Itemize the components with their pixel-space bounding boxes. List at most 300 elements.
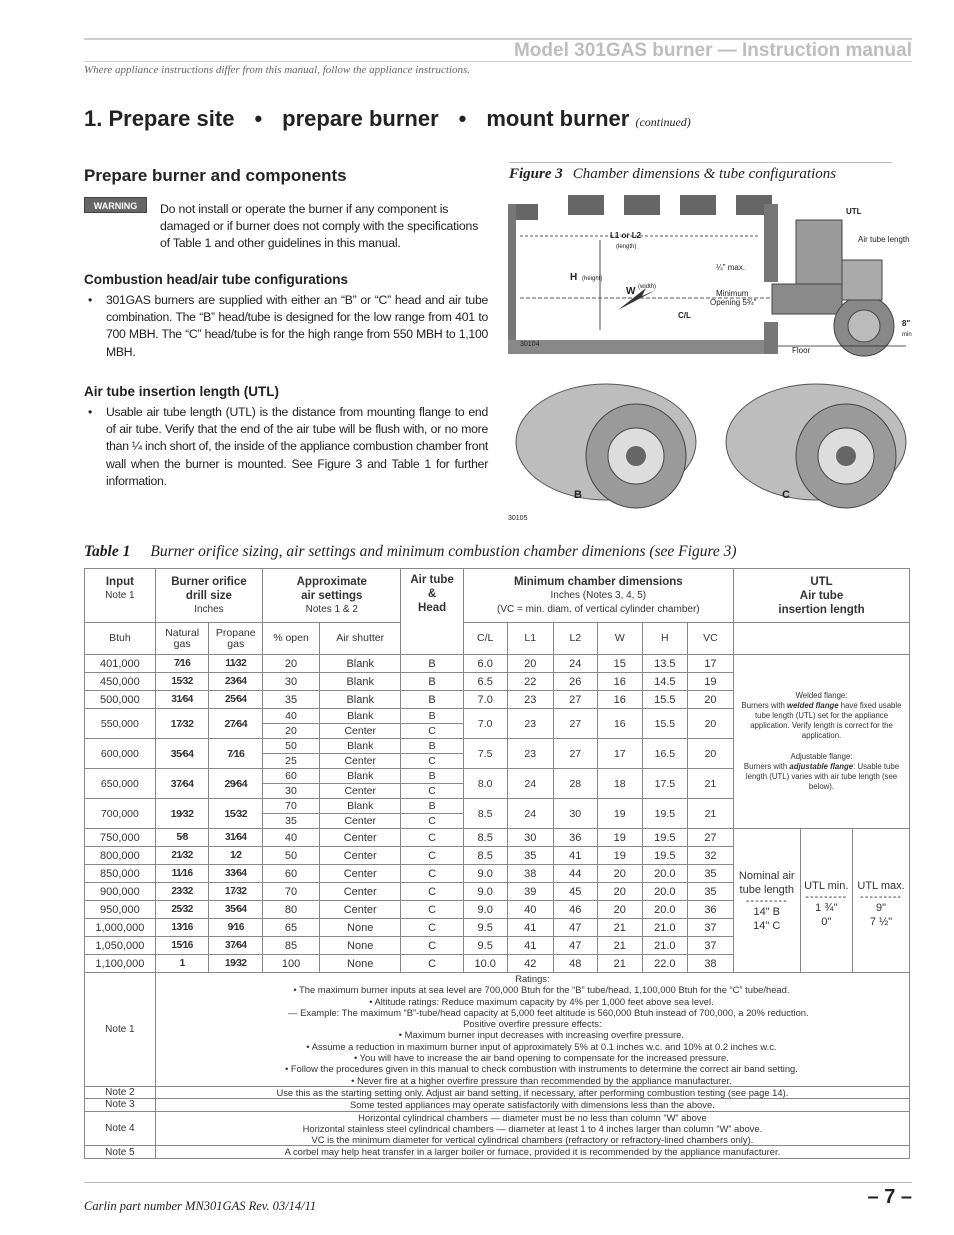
natural-gas-orifice-cell: 35⁄64 [155,739,209,769]
natural-gas-orifice-cell: 19⁄32 [155,799,209,829]
air-shutter-cell: Blank [319,739,401,754]
cl-cell: 9.0 [463,865,507,883]
vc-cell: 20 [687,709,733,739]
burner-motor-icon [848,310,880,342]
natural-gas-orifice-cell: 25⁄32 [155,901,209,919]
l1-cell: 38 [507,865,553,883]
airtube-head-cell: C [401,847,463,865]
airtube-head-cell: C [401,919,463,937]
pct-open-cell: 30 [263,673,320,691]
input-btuh-cell: 450,000 [85,673,156,691]
w-cell: 16 [597,709,642,739]
air-shutter-cell: Blank [319,799,401,814]
table-header-row [85,569,910,623]
section-title-part3: mount burner [486,106,630,131]
head-b-label: B [574,489,582,501]
cl-cell: 7.0 [463,691,507,709]
head-c-illustration [726,384,906,508]
pct-open-cell: 25 [263,754,320,769]
h-cell: 22.0 [642,955,687,973]
pct-open-cell: 30 [263,784,320,799]
cl-label: C/L [678,311,691,320]
vc-cell: 36 [687,901,733,919]
propane-orifice-cell: 37⁄64 [209,937,263,955]
h-cell: 20.0 [642,865,687,883]
l2-cell: 41 [553,847,597,865]
w-cell: 21 [597,919,642,937]
refractory-block [624,195,660,215]
input-btuh-cell: 600,000 [85,739,156,769]
note-line: • The maximum burner inputs at sea level are 700,000 Btuh for the “B” tube/head, 1,100,000 Btuh for the “C” tube/head. [293,984,790,996]
natural-gas-orifice-cell: 23⁄32 [155,883,209,901]
h-cell: 15.5 [642,691,687,709]
input-btuh-cell: 650,000 [85,769,156,799]
input-header: Input Note 1 [85,569,156,623]
airtube-head-cell: B [401,673,463,691]
nominal-air-tube-length-cell: Nominal air tube length --------- 14" B 14" C [734,829,801,973]
cl-cell: 7.5 [463,739,507,769]
h-cell: 13.5 [642,655,687,673]
airtube-head-cell: C [401,829,463,847]
cl-cell: 8.5 [463,829,507,847]
table-subheader-row [85,623,910,655]
note-text [155,1111,909,1146]
h-cell: 15.5 [642,709,687,739]
vc-cell: 19 [687,673,733,691]
continued-label: (continued) [635,115,691,129]
w-cell: 15 [597,655,642,673]
l1-cell: 40 [507,901,553,919]
note-text [155,1086,909,1098]
pct-open-cell: 85 [263,937,320,955]
airtube-head-cell: C [401,883,463,901]
airtube-head-cell: C [401,754,463,769]
chamber-floor [508,340,778,354]
l1l2-label: L1 or L2 [610,231,642,240]
h-cell: 19.5 [642,847,687,865]
propane-orifice-cell: 1⁄2 [209,847,263,865]
vc-cell: 38 [687,955,733,973]
head-c-label: C [782,489,790,501]
note-line: Some tested appliances may operate satisfactorily with dimensions less than the above. [350,1099,715,1111]
natural-gas-orifice-cell: 11⁄16 [155,865,209,883]
h-cell: 19.5 [642,799,687,829]
l2-cell: 47 [553,919,597,937]
cl-cell: 8.5 [463,799,507,829]
utl-subheader-blank [734,623,910,655]
note-line: Ratings: [515,973,550,984]
manual-title: Model 301GAS burner — Instruction manual [513,40,912,61]
figure-caption [509,166,836,183]
l2-cell: 27 [553,691,597,709]
h-cell: 19.5 [642,829,687,847]
vc-cell: 32 [687,847,733,865]
cl-cell: 9.5 [463,937,507,955]
airtube-head-cell: C [401,814,463,829]
propane-orifice-cell: 25⁄64 [209,691,263,709]
l1-cell: 41 [507,937,553,955]
chamber-front-wall [764,204,778,354]
airtube-head-cell: C [401,901,463,919]
propane-orifice-cell: 17⁄32 [209,883,263,901]
vc-header: VC [687,623,733,655]
vc-cell: 17 [687,655,733,673]
vc-cell: 20 [687,739,733,769]
l2-cell: 48 [553,955,597,973]
cl-cell: 6.5 [463,673,507,691]
vc-cell: 37 [687,937,733,955]
airtube-head-cell: B [401,769,463,784]
airtube-head-cell: C [401,784,463,799]
w-cell: 20 [597,883,642,901]
l2-cell: 27 [553,739,597,769]
propane-orifice-cell: 7⁄16 [209,739,263,769]
air-shutter-cell: Center [319,754,401,769]
air-settings-header: Approximate air settings Notes 1 & 2 [263,569,401,623]
l1-header: L1 [507,623,553,655]
cl-cell: 9.5 [463,919,507,937]
welded-flange-title: Welded flange: [795,691,848,701]
air-shutter-cell: Center [319,847,401,865]
utl-label: UTL [846,207,862,216]
h-header: H [642,623,687,655]
note-line: • Never fire at a higher overfire pressure than recommended by the appliance manufacturer. [351,1074,732,1086]
pct-open-cell: 70 [263,799,320,814]
note-text [155,1146,909,1158]
propane-orifice-cell: 31⁄64 [209,829,263,847]
w-cell: 21 [597,955,642,973]
combustion-heading: Combustion head/air tube configurations [84,272,349,287]
h-cell: 14.5 [642,673,687,691]
table-row [85,829,910,847]
min-chamber-header: Minimum chamber dimensions Inches (Notes 3, 4, 5) (VC = min. diam. of vertical cylinder chamber) [463,569,733,623]
l2-cell: 26 [553,673,597,691]
cl-cell: 8.5 [463,847,507,865]
part-number: Carlin part number MN301GAS Rev. 03/14/11 [84,1199,317,1213]
air-shutter-cell: Blank [319,769,401,784]
appliance-note: Where appliance instructions differ from this manual, follow the appliance instructions. [84,64,470,76]
burner-air-tube [772,284,842,314]
propane-gas-header: Propane gas [209,623,263,655]
l1-cell: 41 [507,919,553,937]
natural-gas-orifice-cell: 1 [155,955,209,973]
cl-cell: 7.0 [463,709,507,739]
head-b-illustration [516,384,696,508]
airtube-head-cell: B [401,709,463,724]
l1-cell: 23 [507,739,553,769]
input-btuh-cell: 1,050,000 [85,937,156,955]
l2-cell: 44 [553,865,597,883]
natural-gas-orifice-cell: 37⁄64 [155,769,209,799]
table-body [85,655,910,1159]
w-label: W [626,286,636,297]
natural-gas-orifice-cell: 5⁄8 [155,829,209,847]
natural-gas-header: Natural gas [155,623,209,655]
pct-open-cell: 20 [263,655,320,673]
l1-cell: 22 [507,673,553,691]
h-cell: 20.0 [642,901,687,919]
figure-code-2: 30105 [508,515,528,522]
table-caption [84,543,737,561]
chamber-diagram [506,190,916,360]
pct-open-cell: 80 [263,901,320,919]
input-btuh-cell: 550,000 [85,709,156,739]
note-line: VC is the minimum diameter for vertical cylindrical chambers (refractory or refractory-lined chambers only). [311,1134,754,1146]
w-cell: 16 [597,673,642,691]
refractory-block [680,195,716,215]
bullet-separator: • [458,106,467,131]
w-cell: 20 [597,865,642,883]
btuh-header: Btuh [85,623,156,655]
pct-open-header: % open [263,623,320,655]
note-label: Note 4 [85,1111,156,1146]
l2-cell: 28 [553,769,597,799]
w-header: W [597,623,642,655]
figure-code-1: 30104 [520,341,540,348]
adjustable-flange-text: Burners with adjustable flange: Usable tube length (UTL) varies with air tube length (see below). [743,762,900,791]
pct-open-cell: 50 [263,847,320,865]
air-shutter-cell: Blank [319,691,401,709]
input-btuh-cell: 850,000 [85,865,156,883]
natural-gas-orifice-cell: 13⁄16 [155,919,209,937]
adjustable-flange-title: Adjustable flange: [790,752,853,762]
w-cell: 19 [597,829,642,847]
air-shutter-cell: Blank [319,709,401,724]
air-shutter-cell: None [319,937,401,955]
input-btuh-cell: 750,000 [85,829,156,847]
propane-orifice-cell: 29⁄64 [209,769,263,799]
pct-open-cell: 40 [263,829,320,847]
l2-cell: 46 [553,901,597,919]
min-label: min [902,332,912,338]
airtube-head-cell: C [401,937,463,955]
prepare-heading: Prepare burner and components [84,166,347,185]
vc-cell: 20 [687,691,733,709]
pct-open-cell: 35 [263,814,320,829]
note-text [155,1099,909,1111]
airtube-head-cell: C [401,724,463,739]
airtube-head-cell: B [401,739,463,754]
note-3-row [85,1099,910,1111]
input-btuh-cell: 800,000 [85,847,156,865]
airtube-bullet [84,404,488,490]
note-text [155,973,909,1087]
natural-gas-orifice-cell: 15⁄16 [155,937,209,955]
utl-header: UTL Air tube insertion length [734,569,910,623]
length-sub-label: (length) [616,244,637,250]
l2-cell: 24 [553,655,597,673]
floor-label: Floor [792,346,811,355]
width-sub-label: (width) [638,284,657,290]
air-shutter-header: Air shutter [319,623,401,655]
air-shutter-cell: Blank [319,655,401,673]
pct-open-cell: 70 [263,883,320,901]
propane-orifice-cell: 15⁄32 [209,799,263,829]
l1-cell: 35 [507,847,553,865]
air-tube-length-label: Air tube length [858,235,910,244]
propane-orifice-cell: 27⁄64 [209,709,263,739]
l1-cell: 23 [507,691,553,709]
cl-cell: 6.0 [463,655,507,673]
natural-gas-orifice-cell: 21⁄32 [155,847,209,865]
width-arrow-icon [618,288,656,310]
propane-orifice-cell: 11⁄32 [209,655,263,673]
w-cell: 17 [597,739,642,769]
propane-orifice-cell: 19⁄32 [209,955,263,973]
note-label: Note 3 [85,1099,156,1111]
input-btuh-cell: 950,000 [85,901,156,919]
figure-rule [509,162,892,163]
l1-cell: 23 [507,709,553,739]
air-shutter-cell: None [319,919,401,937]
min-opening-label-1: Minimum [716,289,749,298]
air-shutter-cell: Center [319,865,401,883]
refractory-block [568,195,604,215]
note-line: • Altitude ratings: Reduce maximum capacity by 4% per 1,000 feet above sea level. [369,995,714,1007]
l1-cell: 30 [507,829,553,847]
airtube-head-cell: B [401,691,463,709]
orifice-header: Burner orifice drill size Inches [155,569,262,623]
pct-open-cell: 60 [263,865,320,883]
vc-cell: 37 [687,919,733,937]
vc-cell: 35 [687,865,733,883]
figure-number: Figure 3 [509,166,563,182]
page-number: – 7 – [867,1186,912,1208]
input-btuh-cell: 1,100,000 [85,955,156,973]
cl-cell: 8.0 [463,769,507,799]
note-label: Note 2 [85,1086,156,1098]
note-4-row [85,1111,910,1146]
burner-gas-train [842,260,882,300]
note-line: • Follow the procedures given in this manual to check combustion with instruments to determine the correct air band setting. [284,1063,798,1075]
cl-cell: 10.0 [463,955,507,973]
pct-open-cell: 50 [263,739,320,754]
pct-open-cell: 65 [263,919,320,937]
l2-cell: 30 [553,799,597,829]
input-btuh-cell: 900,000 [85,883,156,901]
airtube-head-cell: B [401,655,463,673]
airtube-head-cell: C [401,865,463,883]
pct-open-cell: 20 [263,724,320,739]
vc-cell: 35 [687,883,733,901]
pct-open-cell: 35 [263,691,320,709]
h-label: H [570,272,578,283]
combustion-text: 301GAS burners are supplied with either an “B” or “C” head and air tube combination. The “B” head/tube is designed for the low range from 401 to 700 MBH. The “C” head/tube is for the high range from 550 MBH to 1,100 MBH. [106,293,488,359]
note-2-row [85,1086,910,1098]
input-btuh-cell: 700,000 [85,799,156,829]
air-shutter-cell: None [319,955,401,973]
utl-max-cell: UTL max. --------- 9" 7 ½" [853,829,910,973]
height-sub-label: (height) [582,276,603,282]
h-cell: 16.5 [642,739,687,769]
bullet-dot: • [88,405,93,419]
vc-cell: 21 [687,769,733,799]
cl-cell: 9.0 [463,883,507,901]
note-line: Horizontal cylindrical chambers — diameter must be no less than column “W” above [358,1111,707,1123]
section-title-part1: 1. Prepare site [84,106,235,131]
w-cell: 19 [597,799,642,829]
note-label: Note 1 [85,973,156,1087]
h-cell: 21.0 [642,919,687,937]
propane-orifice-cell: 23⁄64 [209,673,263,691]
combustion-heads-illustration [506,372,916,524]
pct-open-cell: 100 [263,955,320,973]
utl-flange-info [734,655,910,829]
note-5-row [85,1146,910,1158]
note-line: — Example: The maximum “B”-tube/head capacity at 5,000 feet altitude is 560,000 Btuh instead of 700,000, a 20% reduction. [288,1006,809,1018]
l2-header: L2 [553,623,597,655]
h-cell: 20.0 [642,883,687,901]
figure-caption-text: Chamber dimensions & tube configurations [572,166,837,182]
welded-flange-text: Burners with welded flange have fixed usable tube length (UTL) set for the appliance application. Verify length is correct for the application. [741,701,902,740]
note-line: • Assume a reduction in maximum burner input of approximately 5% at 0.1 inches w.c. and 10% at 0.2 inches w.c. [306,1040,777,1052]
w-cell: 19 [597,847,642,865]
airtube-head-cell: B [401,799,463,814]
section-title-part2: prepare burner [282,106,439,131]
air-shutter-cell: Center [319,901,401,919]
input-btuh-cell: 1,000,000 [85,919,156,937]
natural-gas-orifice-cell: 17⁄32 [155,709,209,739]
note-line: • You will have to increase the air band opening to compensate for the increased pressure. [353,1052,729,1064]
w-cell: 16 [597,691,642,709]
air-shutter-cell: Center [319,814,401,829]
l2-cell: 27 [553,709,597,739]
footer-rule [84,1182,912,1183]
propane-orifice-cell: 35⁄64 [209,901,263,919]
note-line: A corbel may help heat transfer in a larger boiler or furnace, provided it is recommended by the appliance manufacturer. [284,1146,781,1158]
vc-cell: 21 [687,799,733,829]
propane-orifice-cell: 9⁄16 [209,919,263,937]
table-row [85,655,910,673]
airtube-head-header: Air tube & Head [401,569,463,655]
l1-cell: 24 [507,799,553,829]
input-btuh-cell: 401,000 [85,655,156,673]
airtube-head-cell: C [401,955,463,973]
l1-cell: 24 [507,769,553,799]
section-title [84,106,691,132]
pct-open-cell: 40 [263,709,320,724]
natural-gas-orifice-cell: 7⁄16 [155,655,209,673]
note-label: Note 5 [85,1146,156,1158]
table-number: Table 1 [84,543,131,560]
air-shutter-cell: Center [319,883,401,901]
air-shutter-cell: Center [319,829,401,847]
l2-cell: 45 [553,883,597,901]
chamber-left-wall [508,204,516,354]
min-opening-label-2: Opening 5¾" [710,298,757,307]
air-shutter-cell: Blank [319,673,401,691]
warning-badge: WARNING [84,197,147,213]
pct-open-cell: 60 [263,769,320,784]
w-cell: 20 [597,901,642,919]
note-line: Horizontal stainless steel cylindrical chambers — diameter at least 1 to 4 inches larger than column “W” above. [302,1122,763,1134]
air-shutter-cell: Center [319,784,401,799]
combustion-bullet [84,292,488,361]
vc-cell: 27 [687,829,733,847]
header-subrule [84,61,912,62]
burner-housing [796,220,842,284]
w-cell: 21 [597,937,642,955]
h-cell: 17.5 [642,769,687,799]
natural-gas-orifice-cell: 31⁄64 [155,691,209,709]
orifice-table [84,568,910,1159]
l1-cell: 39 [507,883,553,901]
note-line: • Maximum burner input decreases with increasing overfire pressure. [398,1029,684,1041]
quarter-max-label: ¼" max. [716,263,746,272]
l1-cell: 20 [507,655,553,673]
note-1-row [85,973,910,1087]
l1-cell: 42 [507,955,553,973]
